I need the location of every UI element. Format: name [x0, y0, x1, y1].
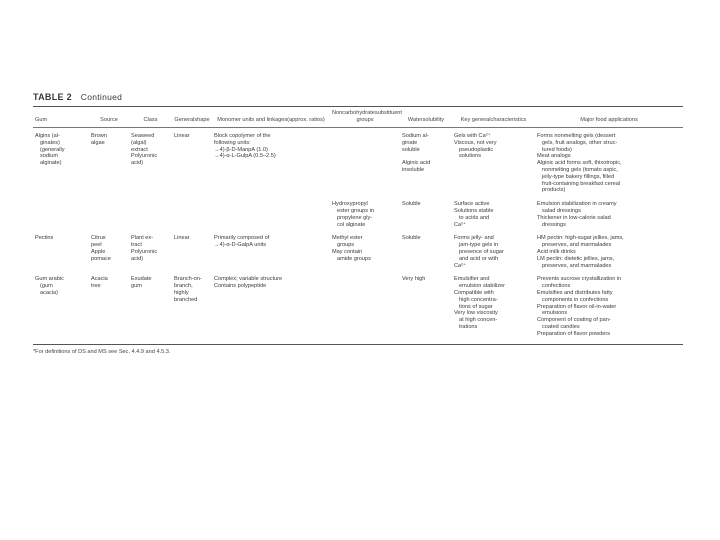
table-row: [33, 128, 683, 194]
cell-line: high concentra-: [459, 296, 498, 303]
cell-line: Exudate: [131, 276, 152, 283]
cell-line: amide groups: [337, 255, 371, 262]
cell-water: [400, 128, 452, 194]
table-row: [33, 194, 683, 228]
cell-line: tions of sugar: [459, 303, 493, 310]
cell-source: [89, 194, 129, 228]
cell-gum: [33, 194, 89, 228]
cell-line: Viscous, not very: [454, 139, 497, 146]
cell-monomer: [212, 269, 330, 343]
footnote: *For definitions of DS and MS see Sec. 4.4.9 and 4.5.3.: [33, 348, 171, 355]
cell-line: sodium: [40, 153, 59, 160]
cell-line: salad dressings: [542, 207, 581, 214]
header-water: [400, 107, 452, 127]
cell-line: May contain: [332, 248, 363, 255]
cell-food: [535, 269, 683, 343]
cell-keychar: [452, 228, 535, 269]
table-continued-label: Continued: [80, 92, 123, 102]
cell-line: Emulsifier and: [454, 276, 490, 283]
cell-line: Seaweed: [131, 133, 155, 139]
cell-line: to acids and: [459, 214, 490, 221]
cell-line: Surface active: [454, 201, 490, 208]
cell-shape: [172, 128, 212, 194]
cell-line: Gum arabic: [35, 276, 64, 283]
cell-line: preserves, and marmalades: [542, 242, 612, 249]
cell-shape: [172, 269, 212, 343]
cell-source: [89, 128, 129, 194]
cell-line: Algins (al-: [35, 133, 60, 139]
cell-line: Meat analogs: [537, 153, 571, 160]
cell-line: presence of sugar: [459, 248, 504, 255]
cell-line: Emulsion stabilization in creamy: [537, 201, 617, 208]
gum-table: [33, 107, 683, 344]
cell-line: Pectins: [35, 235, 54, 242]
cell-line: products): [542, 187, 566, 194]
cell-line: Noncarbohydrate: [332, 110, 375, 116]
cell-line: emulsions: [542, 310, 568, 317]
cell-line: Solutions stable: [454, 207, 494, 214]
cell-line: Ca²⁺: [454, 262, 466, 269]
cell-line: Complex; variable structure: [214, 276, 283, 283]
cell-line: Citrus: [91, 235, 106, 242]
cell-line: acacia): [40, 289, 59, 296]
cell-line: LM pectin: dietetic jellies, jams,: [537, 255, 615, 262]
cell-line: at high concen-: [459, 317, 498, 324]
cell-keychar: [452, 128, 535, 194]
cell-line: components in confections: [542, 296, 609, 303]
cell-line: peel: [91, 242, 102, 249]
cell-line: coated candies: [542, 323, 580, 330]
header-food: [535, 107, 683, 127]
cell-line: Thickener in low-calorie salad: [537, 214, 611, 221]
cell-line: pseudoplastic: [459, 146, 494, 153]
cell-line: Sodium al-: [402, 133, 429, 139]
cell-line: pomace: [91, 255, 111, 262]
cell-class: [129, 128, 172, 194]
cell-gum: [33, 269, 89, 343]
cell-line: Gum: [35, 117, 48, 123]
table-body: [33, 128, 683, 344]
cell-class: [129, 228, 172, 269]
cell-line: Water: [407, 117, 423, 123]
cell-line: acid): [131, 160, 144, 167]
header-noncarb: [330, 107, 400, 127]
cell-line: Preparation of flavor oil-in-water: [537, 303, 617, 310]
cell-line: gels, fruit analogs, other struc-: [542, 139, 618, 146]
cell-line: Class: [143, 117, 158, 123]
cell-line: Major food applications: [580, 117, 638, 123]
cell-line: Forms jelly- and: [454, 235, 494, 242]
cell-line: alginate): [40, 160, 62, 167]
cell-line: characteristics: [490, 117, 527, 123]
cell-noncarb: [330, 128, 400, 194]
cell-line: tree: [91, 283, 101, 290]
cell-line: Linear: [174, 133, 190, 139]
cell-line: Linear: [174, 235, 190, 242]
cell-line: jelly-type bakery fillings, filled: [542, 173, 615, 180]
cell-food: [535, 228, 683, 269]
cell-line: Polyuronic: [131, 248, 158, 255]
cell-line: trations: [459, 323, 478, 330]
cell-line: branched: [174, 296, 198, 303]
cell-line: Plant ex-: [131, 235, 154, 242]
cell-line: gum: [131, 283, 142, 290]
cell-line: Polyuronic: [131, 153, 158, 160]
cell-line: Alginic acid: [402, 160, 431, 167]
cell-line: →4)-α-L-GulpA (0.5–2.5): [214, 153, 276, 160]
cell-line: →4)-α-D-GalpA units: [214, 242, 267, 249]
cell-line: Key general: [460, 117, 491, 123]
table-number: TABLE 2: [33, 92, 72, 102]
cell-line: Forms nonmelting gels (dessert: [537, 133, 616, 139]
cell-line: groups: [337, 242, 355, 249]
cell-line: Very high: [402, 276, 426, 283]
cell-line: substituent groups: [356, 110, 402, 123]
cell-line: extract: [131, 146, 148, 153]
header-gum: [33, 107, 89, 127]
cell-line: Ca²⁺: [454, 221, 466, 228]
cell-line: General: [174, 117, 195, 123]
cell-water: [400, 194, 452, 228]
cell-line: emulsion stabilizer: [459, 283, 506, 290]
cell-source: [89, 269, 129, 343]
cell-shape: [172, 194, 212, 228]
cell-line: HM pectin: high-sugar jellies, jams,: [537, 235, 624, 242]
bottom-rule: [33, 344, 683, 345]
cell-line: Preparation of flavor powders: [537, 330, 611, 337]
cell-line: Block copolymer of the: [214, 133, 271, 139]
cell-line: →4)-β-D-ManpA (1.0): [214, 146, 268, 153]
cell-line: Compatible with: [454, 289, 494, 296]
cell-line: algae: [91, 139, 105, 146]
cell-line: Soluble: [402, 235, 421, 242]
cell-noncarb: [330, 228, 400, 269]
cell-line: branch,: [174, 283, 193, 290]
cell-line: Branch-on-: [174, 276, 202, 283]
cell-line: Very low viscosity: [454, 310, 498, 317]
header-keychar: [452, 107, 535, 127]
cell-line: Source: [100, 117, 118, 123]
cell-line: acid): [131, 255, 144, 262]
cell-gum: [33, 128, 89, 194]
cell-line: Primarily composed of: [214, 235, 270, 242]
cell-line: (approx. ratios): [287, 117, 325, 123]
cell-line: Prevents sucrose crystallization in: [537, 276, 622, 283]
cell-class: [129, 194, 172, 228]
cell-food: [535, 128, 683, 194]
cell-source: [89, 228, 129, 269]
cell-line: ester groups in: [337, 207, 375, 214]
cell-line: Methyl ester: [332, 235, 363, 242]
cell-line: Monomer units and linkages: [217, 117, 288, 123]
cell-line: insoluble: [402, 166, 425, 173]
cell-shape: [172, 228, 212, 269]
cell-line: preserves, and marmalades: [542, 262, 612, 269]
cell-line: jam-type gels in: [459, 242, 499, 249]
header-source: [89, 107, 129, 127]
cell-line: Emulsifies and distributes fatty: [537, 289, 613, 296]
cell-line: Contains polypeptide: [214, 283, 267, 290]
cell-line: shape: [194, 117, 210, 123]
cell-line: [402, 153, 450, 160]
header-monomer: [212, 107, 330, 127]
cell-line: tured foods): [542, 146, 572, 153]
cell-line: fruit-containing breakfast cereal: [542, 180, 621, 187]
cell-monomer: [212, 194, 330, 228]
table-page: [33, 92, 683, 355]
cell-line: Component of coating of pan-: [537, 317, 611, 324]
cell-monomer: [212, 228, 330, 269]
cell-line: solutions: [459, 153, 482, 160]
cell-line: Gels with Ca²⁺: [454, 133, 491, 139]
cell-keychar: [452, 194, 535, 228]
cell-line: highly: [174, 289, 189, 296]
cell-gum: [33, 228, 89, 269]
cell-line: ginates): [40, 139, 60, 146]
cell-line: Brown: [91, 133, 107, 139]
cell-line: Hydroxypropyl: [332, 201, 368, 208]
cell-monomer: [212, 128, 330, 194]
cell-line: ginate: [402, 139, 418, 146]
header-row: [33, 107, 683, 127]
table-row: [33, 228, 683, 269]
cell-class: [129, 269, 172, 343]
cell-water: [400, 269, 452, 343]
table-title: [33, 92, 683, 102]
cell-water: [400, 228, 452, 269]
cell-keychar: [452, 269, 535, 343]
cell-line: Acacia: [91, 276, 108, 283]
cell-noncarb: [330, 269, 400, 343]
cell-line: (generally: [40, 146, 65, 153]
table-row: [33, 269, 683, 343]
cell-line: Soluble: [402, 201, 421, 208]
header-shape: [172, 107, 212, 127]
cell-line: confections: [542, 283, 571, 290]
cell-line: and acid or with: [459, 255, 499, 262]
cell-line: (gum: [40, 283, 53, 290]
cell-line: Acid milk drinks: [537, 248, 576, 255]
cell-noncarb: [330, 194, 400, 228]
cell-line: (algal): [131, 139, 147, 146]
cell-line: tract: [131, 242, 142, 249]
cell-line: Apple: [91, 248, 106, 255]
cell-line: propylene gly-: [337, 214, 373, 221]
cell-line: following units:: [214, 139, 251, 146]
cell-line: Alginic acid forms soft, thixotropic,: [537, 160, 622, 167]
cell-line: solubility: [422, 117, 445, 123]
cell-line: soluble: [402, 146, 420, 153]
header-class: [129, 107, 172, 127]
cell-food: [535, 194, 683, 228]
cell-line: col alginate: [337, 221, 366, 228]
cell-line: dressings: [542, 221, 566, 228]
cell-line: nonmelting gels (tomato aspic,: [542, 166, 618, 173]
